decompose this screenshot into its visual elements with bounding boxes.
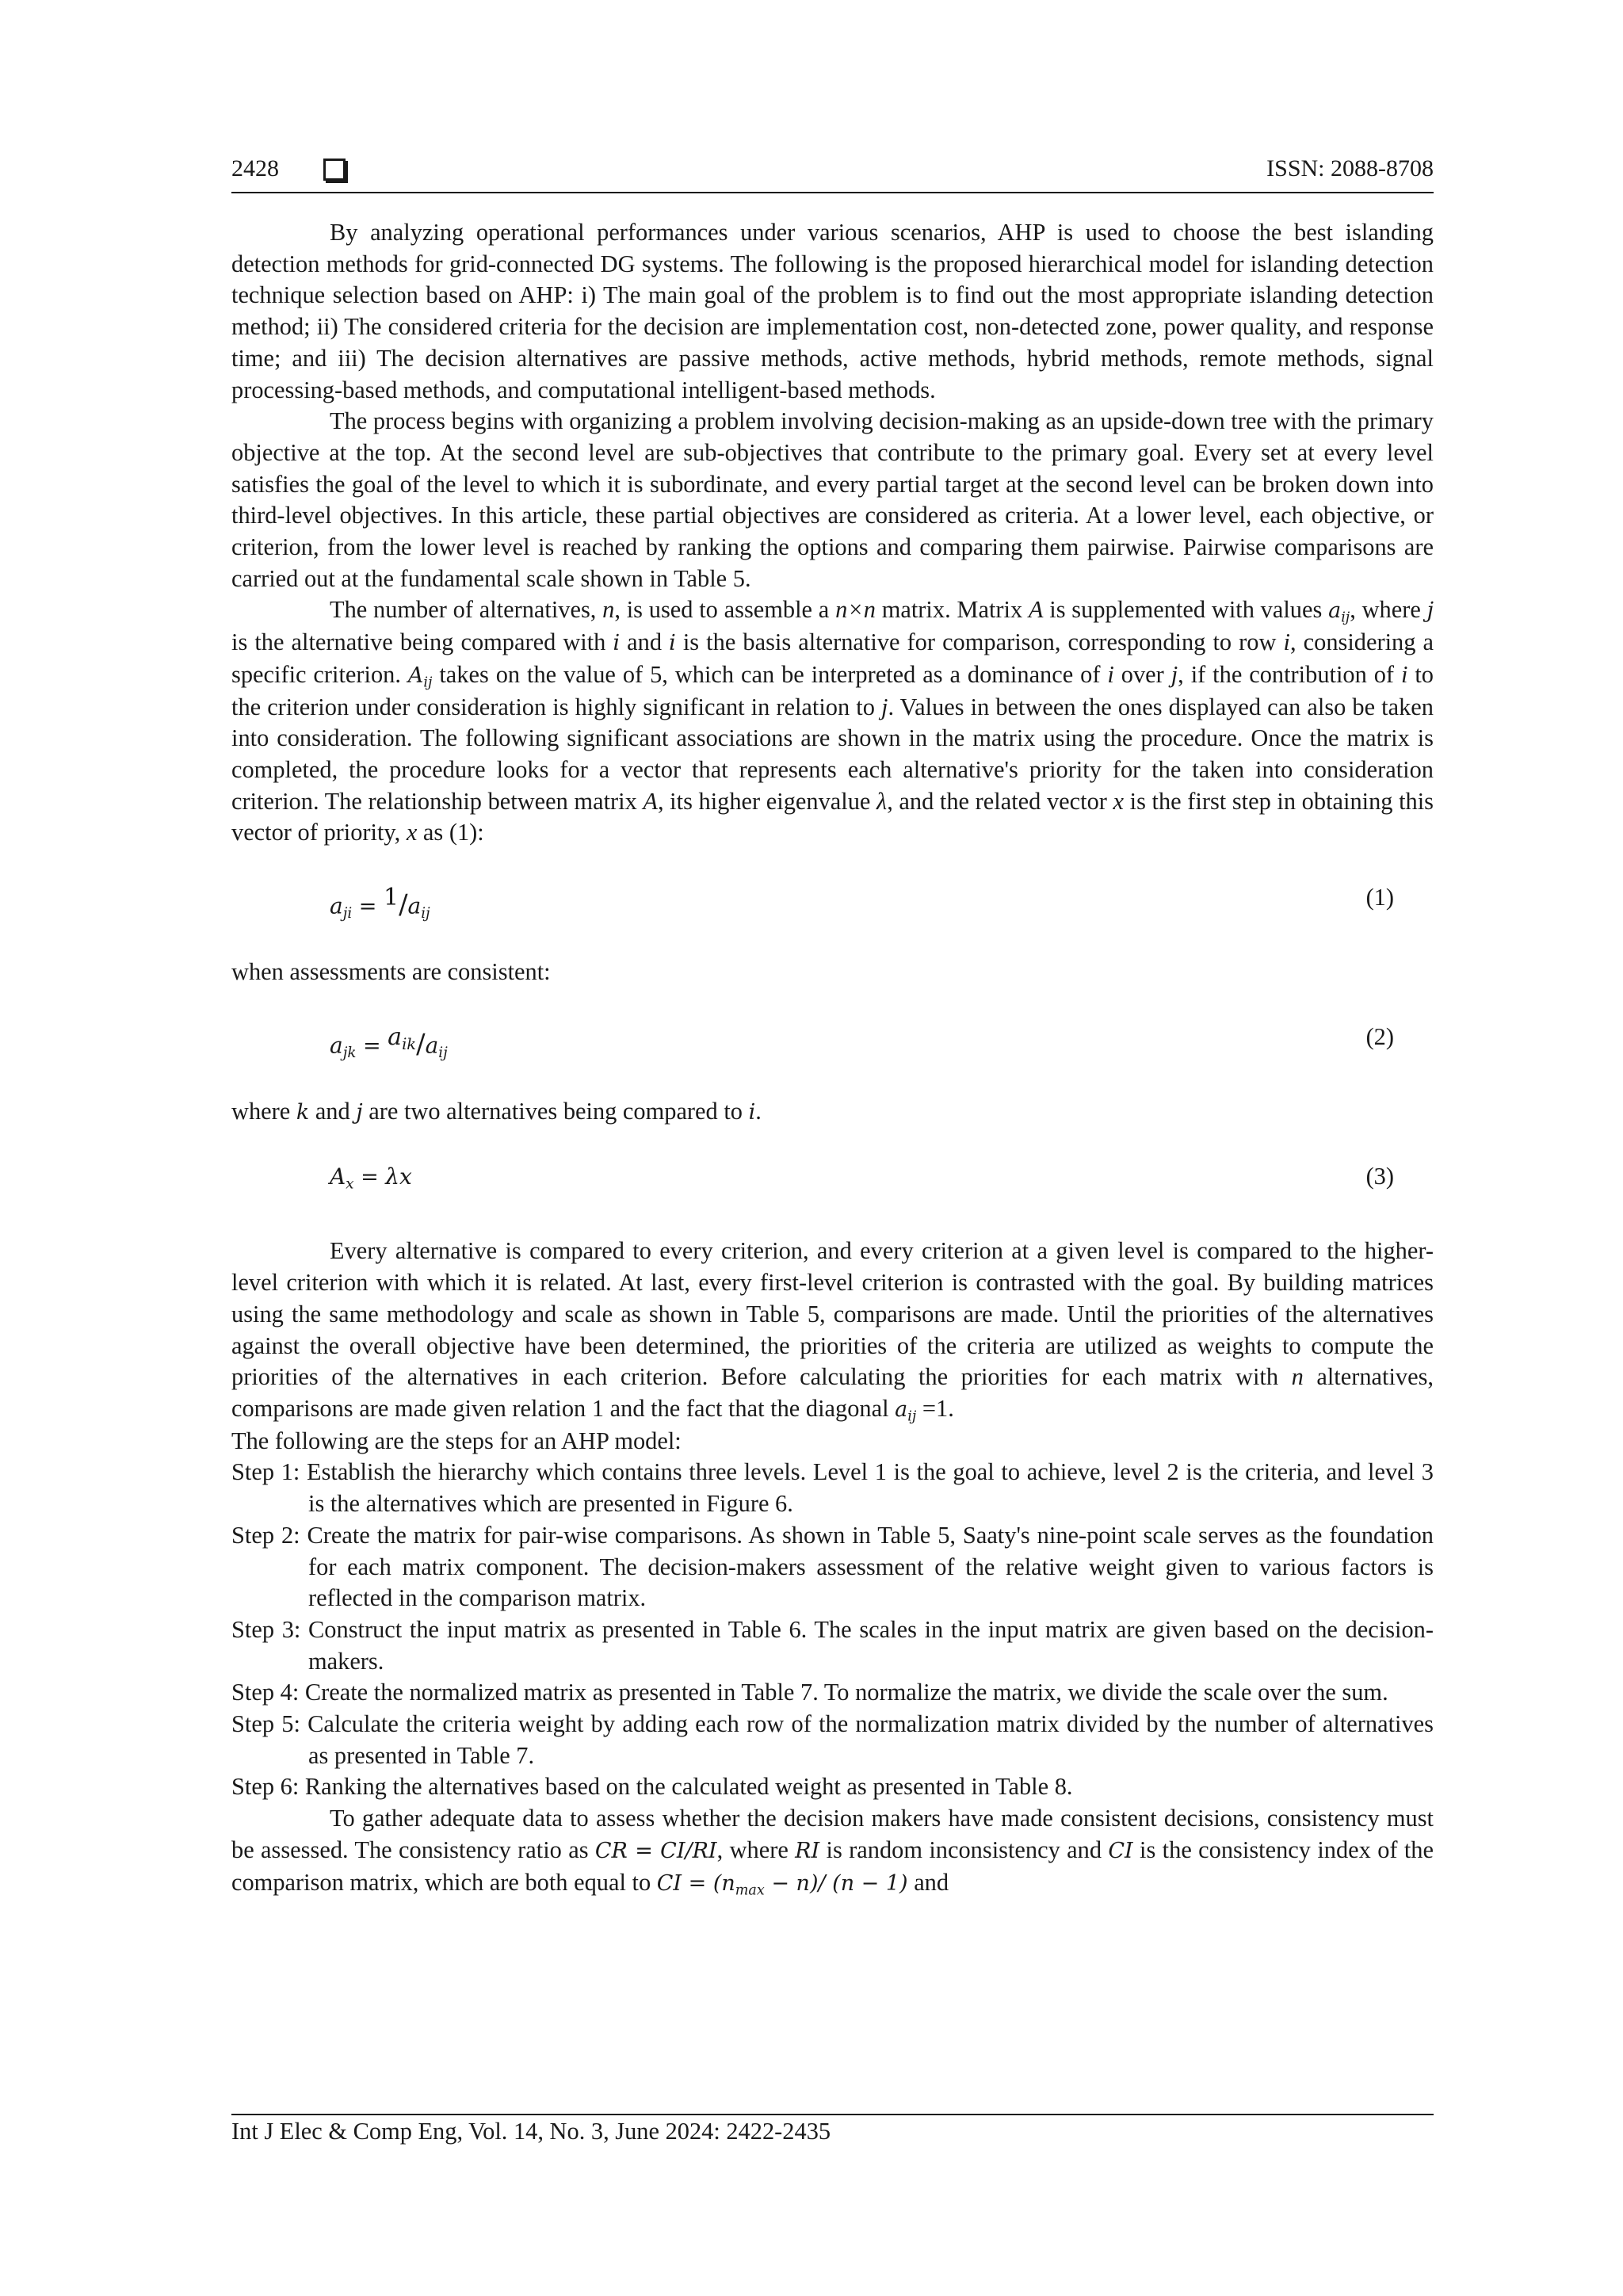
body-text [231,217,1434,1899]
equation-3-expression: $A_x = \lambda x$ [330,1163,412,1193]
equation-1-expression: $a_{ji} = 1/a_{ij}$ [330,884,430,923]
paragraph-4: Every alternative is compared to every criterion, and every criterion at a given level is compared to the higher-level criterion with which it is related. At last, every first-level criterion is contrasted with the goal. By building matrices using the same methodology and scale as shown in Table 5, comparisons are made. Until the priorities of the alternatives against the overall objective have been determined, the priorities of the criteria are utilized as weights to compute the priorities of the alternatives in each criterion. Before calculating the priorities for each matrix with n alternatives, comparisons are made given relation 1 and the fact that the diagonal $a_{ij} =1$. [231,1237,1434,1425]
steps-intro: The following are the steps for an AHP model: [231,1427,682,1454]
equation-2-number: (2) [1365,1022,1394,1050]
page-footer: Int J Elec & Comp Eng, Vol. 14, No. 3, June 2024: 2422-2435 [231,2118,831,2145]
step-item: Step 1: Establish the hierarchy which contains three levels. Level 1 is the goal to achieve, level 2 is the criteria, and level 3 is the alternatives which are presented in Figure 6. [231,1458,1434,1518]
equation-1 [231,865,1434,938]
page-header [231,155,1434,190]
paragraph-2: The process begins with organizing a problem involving decision-making as an upside-down tree with the primary objective at the top. At the second level are sub-objectives that contribute to the primary goal. Every set at every level satisfies the goal of the level to which it is subordinate, and every partial target at the second level can be broken down into third-level objectives. In this article, these partial objectives are considered as criteria. At a lower level, each objective, or criterion, from the lower level is reached by ranking the options and comparing them pairwise. Pairwise comparisons are carried out at the fundamental scale shown in Table 5. [231,407,1434,592]
paragraph-1: By analyzing operational performances under various scenarios, AHP is used to choose the best islanding detection methods for grid-connected DG systems. The following is the proposed hierarchical model for islanding detection technique selection based on AHP: i) The main goal of the problem is to find out the most appropriate islanding detection method; ii) The considered criteria for the decision are implementation cost, non-detected zone, power quality, and response time; and iii) The decision alternatives are passive methods, active methods, hybrid methods, remote methods, signal processing-based methods, and computational intelligent-based methods. [231,219,1434,403]
checkbox-square-icon [323,159,346,181]
equation-3 [231,1144,1434,1217]
footer-rule [231,2114,1434,2115]
step-item: Step 3: Construct the input matrix as presented in Table 6. The scales in the input matrix are given based on the decision-makers. [231,1615,1434,1675]
equation-1-number: (1) [1365,884,1394,911]
step-item: Step 2: Create the matrix for pair-wise comparisons. As shown in Table 5, Saaty's nine-point scale serves as the foundation for each matrix component. The decision-makers assessment of the relative weight given to various factors is reflected in the comparison matrix. [231,1521,1434,1612]
step-item: Step 6: Ranking the alternatives based on the calculated weight as presented in Table 8. [231,1773,1073,1801]
issn: ISSN: 2088-8708 [1266,155,1434,181]
equation-2-expression: $a_{jk} = a_{ik}/a_{ij}$ [330,1022,448,1061]
step-item: Step 5: Calculate the criteria weight by adding each row of the normalization matrix divided by the number of alternatives as presented in Table 7. [231,1710,1434,1769]
equation-2 [231,1004,1434,1077]
page-number: 2428 [231,155,279,181]
eq2-followup: where k and j are two alternatives being compared to i. [231,1097,762,1125]
header-rule [231,192,1434,193]
step-item: Step 4: Create the normalized matrix as presented in Table 7. To normalize the matrix, we divide the scale over the sum. [231,1679,1388,1706]
paragraph-3: The number of alternatives, n, is used to assemble a n×n matrix. Matrix A is supplemented with values $a_{ij}$, where j is the alternative being compared with i and i is the basis alternative for comparison, corresponding to row i, considering a specific criterion. $A_{ij}$ takes on the value of 5, which can be interpreted as a dominance of i over j, if the contribution of i to the criterion under consideration is highly significant in relation to j. Values in between the ones displayed can also be taken into consideration. The following significant associations are shown in the matrix using the procedure. Once the matrix is completed, the procedure looks for a vector that represents each alternative's priority for the taken into consideration criterion. The relationship between matrix A, its higher eigenvalue λ, and the related vector x is the first step in obtaining this vector of priority, x as (1): [231,596,1434,846]
eq1-followup: when assessments are consistent: [231,958,551,986]
equation-3-number: (3) [1365,1163,1394,1190]
paragraph-5: To gather adequate data to assess whether the decision makers have made consistent decisions, consistency must be assessed. The consistency ratio as CR = CI/RI, where RI is random inconsistency and CI is the consistency index of the comparison matrix, which are both equal to CI = $(n_{max} - n)/$ (n − 1) and [231,1805,1434,1898]
